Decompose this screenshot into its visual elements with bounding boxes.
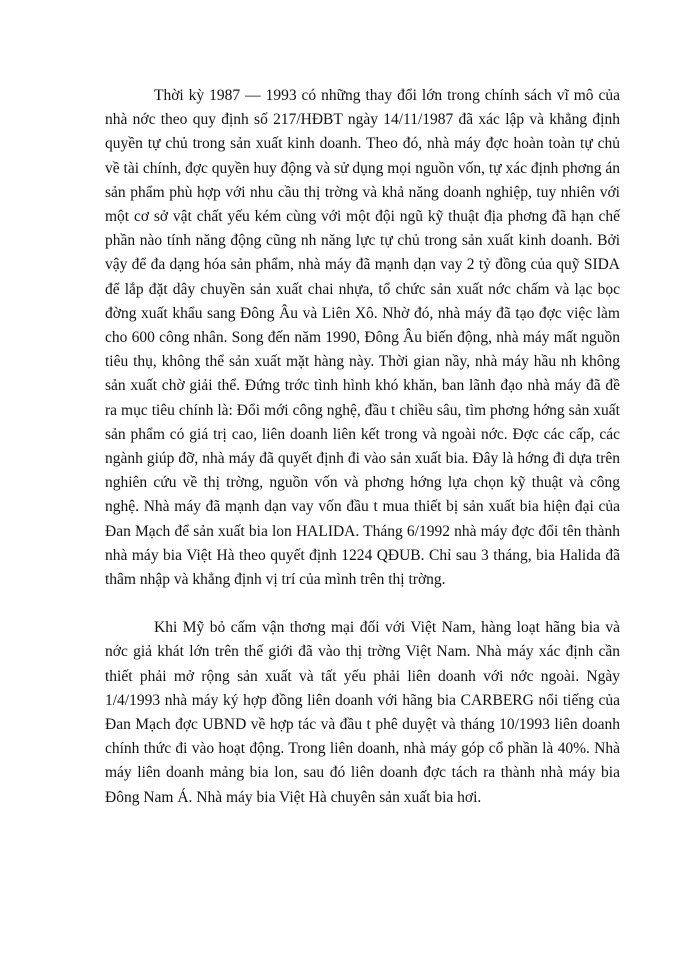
- paragraph-2: Khi Mỹ bỏ cấm vận thơng mại đối với Việt Nam, hàng loạt hãng bia và nớc giả khát lớn trên thế giới đã vào thị trờng Việt Nam. Nhà máy xác định cần thiết phải mở rộng sản xuất và tất yếu phải liên doanh với nớc ngoài. Ngày 1/4/1993 nhà máy ký hợp đồng liên doanh với hãng bia CARBERG nổi tiếng của Đan Mạch đợc UBND về hợp tác và đầu t phê duyệt và tháng 10/1993 liên doanh chính thức đi vào hoạt động. Trong liên doanh, nhà máy góp cổ phần là 40%. Nhà máy liên doanh mảng bia lon, sau đó liên doanh đợc tách ra thành nhà máy bia Đông Nam Á. Nhà máy bia Việt Hà chuyên sản xuất bia hơi.: [105, 619, 620, 806]
- paragraph-1: Thời kỳ 1987 — 1993 có những thay đổi lớn trong chính sách vĩ mô của nhà nớc theo quy định số 217/HĐBT ngày 14/11/1987 đã xác lập và khẳng định quyền tự chủ trong sản xuất kinh doanh. Theo đó, nhà máy đợc hoàn toàn tự chủ về tài chính, đợc quyền huy động và sử dụng mọi nguồn vốn, tự xác định phơng án sản phẩm phù hợp với nhu cầu thị trờng và khả năng doanh nghiệp, tuy nhiên với một cơ sở vật chất yếu kém cùng với một đội ngũ kỹ thuật địa phơng đã hạn chế phần nào tính năng động cũng nh năng lực tự chủ trong sản xuất kinh doanh. Bởi vậy để đa dạng hóa sản phẩm, nhà máy đã mạnh dạn vay 2 tỷ đồng của quỹ SIDA để lắp đặt dây chuyền sản xuất chai nhựa, tổ chức sản xuất nớc chấm và lạc bọc đờng xuất khẩu sang Đông Âu và Liên Xô. Nhờ đó, nhà máy đã tạo đợc việc làm cho 600 công nhân. Song đến năm 1990, Đông Âu biến động, nhà máy mất nguồn tiêu thụ, không thể sản xuất mặt hàng này. Thời gian nầy, nhà máy hầu nh không sản xuất chờ giải thể. Đứng trớc tình hình khó khăn, ban lãnh đạo nhà máy đã đề ra mục tiêu chính là: Đổi mới công nghệ, đầu t chiều sâu, tìm phơng hớng sản xuất sản phẩm có giá trị cao, liên doanh liên kết trong và ngoài nớc. Đợc các cấp, các ngành giúp đỡ, nhà máy đã quyết định đi vào sản xuất bia. Đây là hớng đi dựa trên nghiên cứu về thị trờng, nguồn vốn và phơng hớng lựa chọn kỹ thuật và công nghệ. Nhà máy đã mạnh dạn vay vốn đầu t mua thiết bị sản xuất bia hiện đại của Đan Mạch để sản xuất bia lon HALIDA. Tháng 6/1992 nhà máy đợc đổi tên thành nhà máy bia Việt Hà theo quyết định 1224 QĐUB. Chỉ sau 3 tháng, bia Halida đã thâm nhập và khẳng định vị trí của mình trên thị trờng.: [105, 87, 620, 589]
- document-body: [105, 84, 620, 810]
